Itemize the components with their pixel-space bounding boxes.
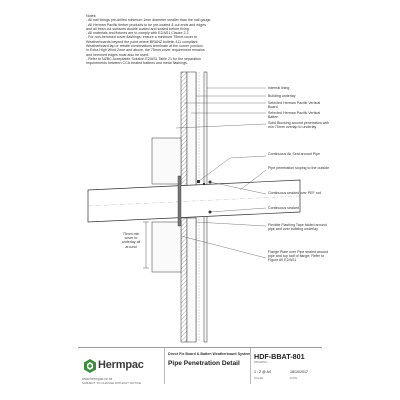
system-name: Direct Fix Board & Batten Weatherboard System (168, 352, 251, 356)
label-air-seal: Continuous Air Seal around Pipe (268, 152, 320, 156)
label-vertical-batten: Selected Herman Pacific Vertical Batten (268, 111, 321, 120)
scale-value: 1 : 2 @ A4 (254, 370, 271, 374)
brand-name: Hermpac (98, 359, 144, 371)
label-internal-lining: Internal lining (268, 86, 290, 90)
notes-heading: Notes: (86, 14, 97, 18)
label-vertical-board: Selected Herman Pacific Vertical Board (268, 101, 321, 110)
leader-air-seal (199, 156, 266, 181)
divider (250, 348, 251, 384)
flange-plate (178, 176, 181, 226)
notes-line: - Refer to NZBC Acceptable Solution E2/AS1 Table 21 for the separation (86, 56, 201, 61)
subject-note: SUBJECT TO CHANGE WITHOUT NOTICE (82, 381, 142, 385)
drawing-title: Pipe Penetration Detail (168, 360, 240, 367)
notes-line: and hemmed edges must also be used. (86, 52, 149, 57)
label-flange-plate: Flange Plate over Pipe sealed around pipe and top half of flange. Refer to Figure 60 E2/AS1 (268, 250, 329, 263)
sealant-bead (203, 183, 205, 185)
label-solid-blocking: Solid Blocking around penetration with min 75mm overlap to underlay (268, 121, 330, 130)
notes-line: Weatherboard lap or rebate combinations terminate at the corner junction. (86, 44, 204, 49)
label-sealant: Continuous sealant (268, 206, 299, 210)
vertical-batten-lower (187, 218, 196, 342)
vertical-board (181, 72, 187, 192)
notes-line: - For non-hemmed cover flashings: ensure a minimum 75mm cover to (86, 35, 198, 40)
drawing-code: HDF-BBAT-801 (254, 352, 305, 361)
title-block (78, 347, 322, 384)
divider (164, 348, 165, 384)
notes-line: requirements between CCA treated battens and metal flashings. (86, 61, 188, 66)
date-value: 18/10/2017 (290, 370, 308, 374)
notes-line: - All nail fixings pre-drilled minimum 1mm diameter smaller than the nail gauge. (86, 18, 212, 23)
scale-label: SCALE (254, 376, 264, 380)
solid-blocking (152, 138, 181, 184)
notes-line: - All materials and fixtures are to comply with E2/AS1 Clause 2.2. (86, 31, 190, 36)
label-building-underlay: Building underlay (268, 94, 296, 98)
label-flashing-tape: Flexible Flashing Tape folded around pipe and over building underlay (268, 223, 327, 232)
notes-line: In Extra High Wind Zone and above, the 75mm cover requirement remains (86, 48, 205, 53)
drawing-code-label: DRAWING (254, 360, 268, 364)
label-pipe-slope: Pipe penetration sloping to the outside (268, 166, 330, 170)
notes-line: Weatherboards beyond the point where BRANZ bulletin 411 compliant (86, 39, 198, 44)
date-label: DATE (290, 376, 298, 380)
vertical-batten (187, 72, 196, 192)
label-cover-note: 75mm min cover to underlay all around (121, 232, 141, 249)
website-link[interactable]: www.hermpac.co.nz (82, 377, 113, 381)
notes-line: and all fresh cut surfaces double coated and sealed before fixing. (86, 26, 190, 31)
solid-blocking-lower (152, 222, 181, 272)
label-sealant-pef: Continuous sealant over PEF rod (268, 191, 321, 195)
notes-line: - All Herman Pacific timber products to be pre-coated & cut ends and edges (86, 22, 207, 27)
